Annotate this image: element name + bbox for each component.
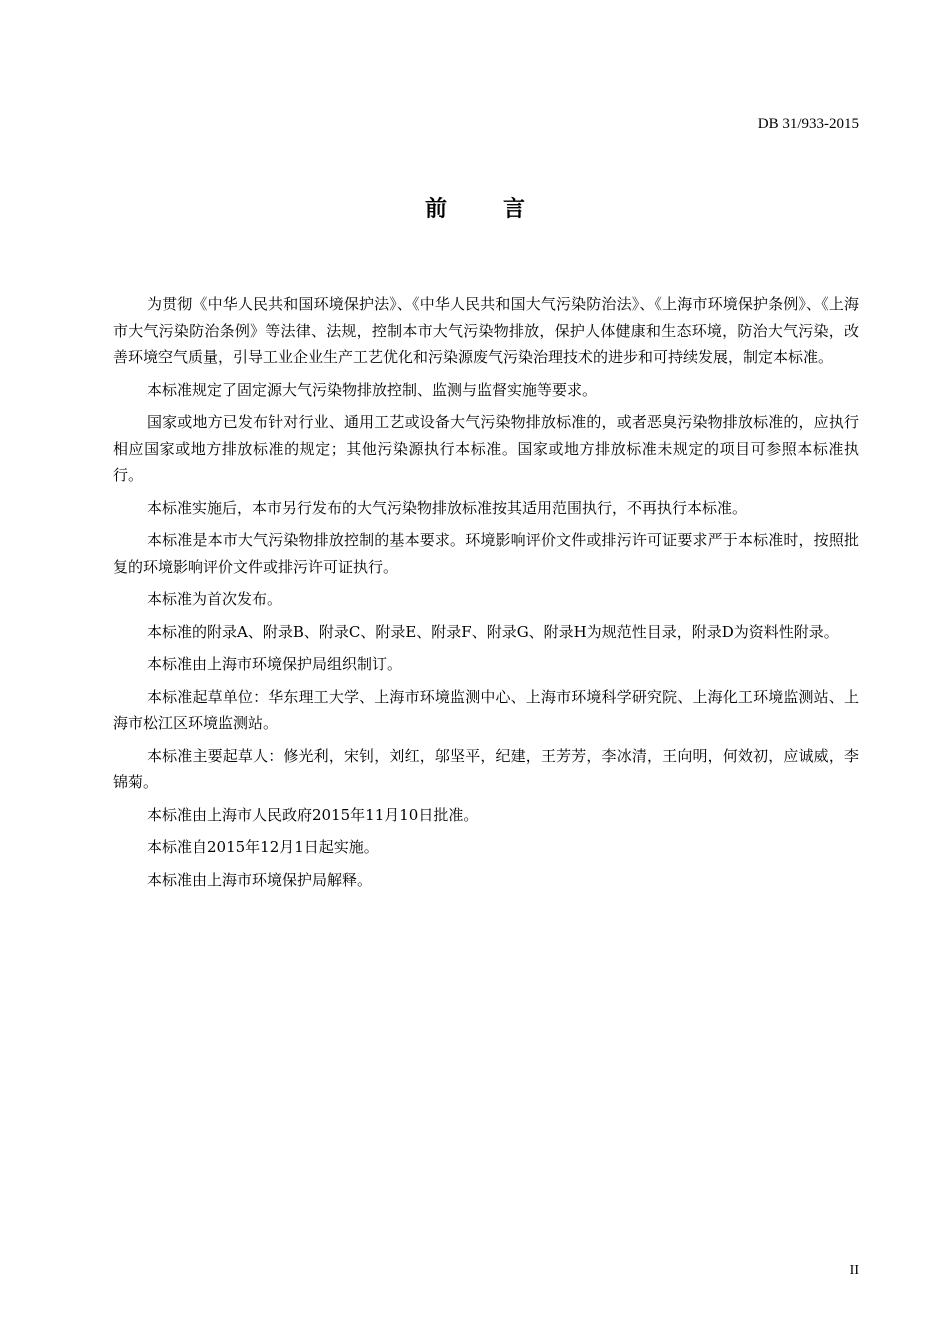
- paragraph-basic-requirement: 本标准是本市大气污染物排放控制的基本要求。环境影响评价文件或排污许可证要求严于本标准时，按照批复的环境影响评价文件或排污许可证执行。: [113, 531, 859, 576]
- document-code: DB 31/933-2015: [757, 116, 859, 132]
- foreword-body: [113, 291, 859, 899]
- page-title: 前言: [424, 197, 581, 222]
- paragraph-interpretation: 本标准由上海市环境保护局解释。: [147, 870, 373, 889]
- paragraph-approval: 本标准由上海市人民政府2015年11月10日批准。: [147, 805, 479, 824]
- paragraph-implementation: 本标准实施后，本市另行发布的大气污染物排放标准按其适用范围执行，不再执行本标准。: [147, 498, 748, 517]
- paragraph-drafting-units: 本标准起草单位：华东理工大学、上海市环境监测中心、上海市环境科学研究院、上海化工环境监测站、上海市松江区环境监测站。: [113, 687, 859, 732]
- paragraph-applicability: 国家或地方已发布针对行业、通用工艺或设备大气污染物排放标准的，或者恶臭污染物排放标准的，应执行相应国家或地方排放标准的规定；其他污染源执行本标准。国家或地方排放标准未规定的项目可参照本标准执行。: [113, 413, 859, 484]
- paragraph-drafters: 本标准主要起草人：修光利，宋钊，刘红，邬坚平，纪建，王芳芳，李冰清，王向明，何效初，应诚威，李锦菊。: [113, 746, 859, 791]
- paragraph-appendices: 本标准的附录A、附录B、附录C、附录E、附录F、附录G、附录H为规范性目录，附录D为资料性附录。: [147, 622, 839, 641]
- paragraph-purpose: 为贯彻《中华人民共和国环境保护法》、《中华人民共和国大气污染防治法》、《上海市环境保护条例》、《上海市大气污染防治条例》等法律、法规，控制本市大气污染物排放，保护人体健康和生态环境，防治大气污染，改善环境空气质量，引导工业企业生产工艺优化和污染源废气污染治理技术的进步和可持续发展，制定本标准。: [113, 295, 859, 366]
- paragraph-first-release: 本标准为首次发布。: [147, 590, 283, 608]
- paragraph-scope: 本标准规定了固定源大气污染物排放控制、监测与监督实施等要求。: [147, 380, 598, 399]
- paragraph-effective-date: 本标准自2015年12月1日起实施。: [147, 838, 379, 856]
- page-number: II: [849, 1263, 859, 1278]
- paragraph-organizer: 本标准由上海市环境保护局组织制订。: [147, 655, 403, 673]
